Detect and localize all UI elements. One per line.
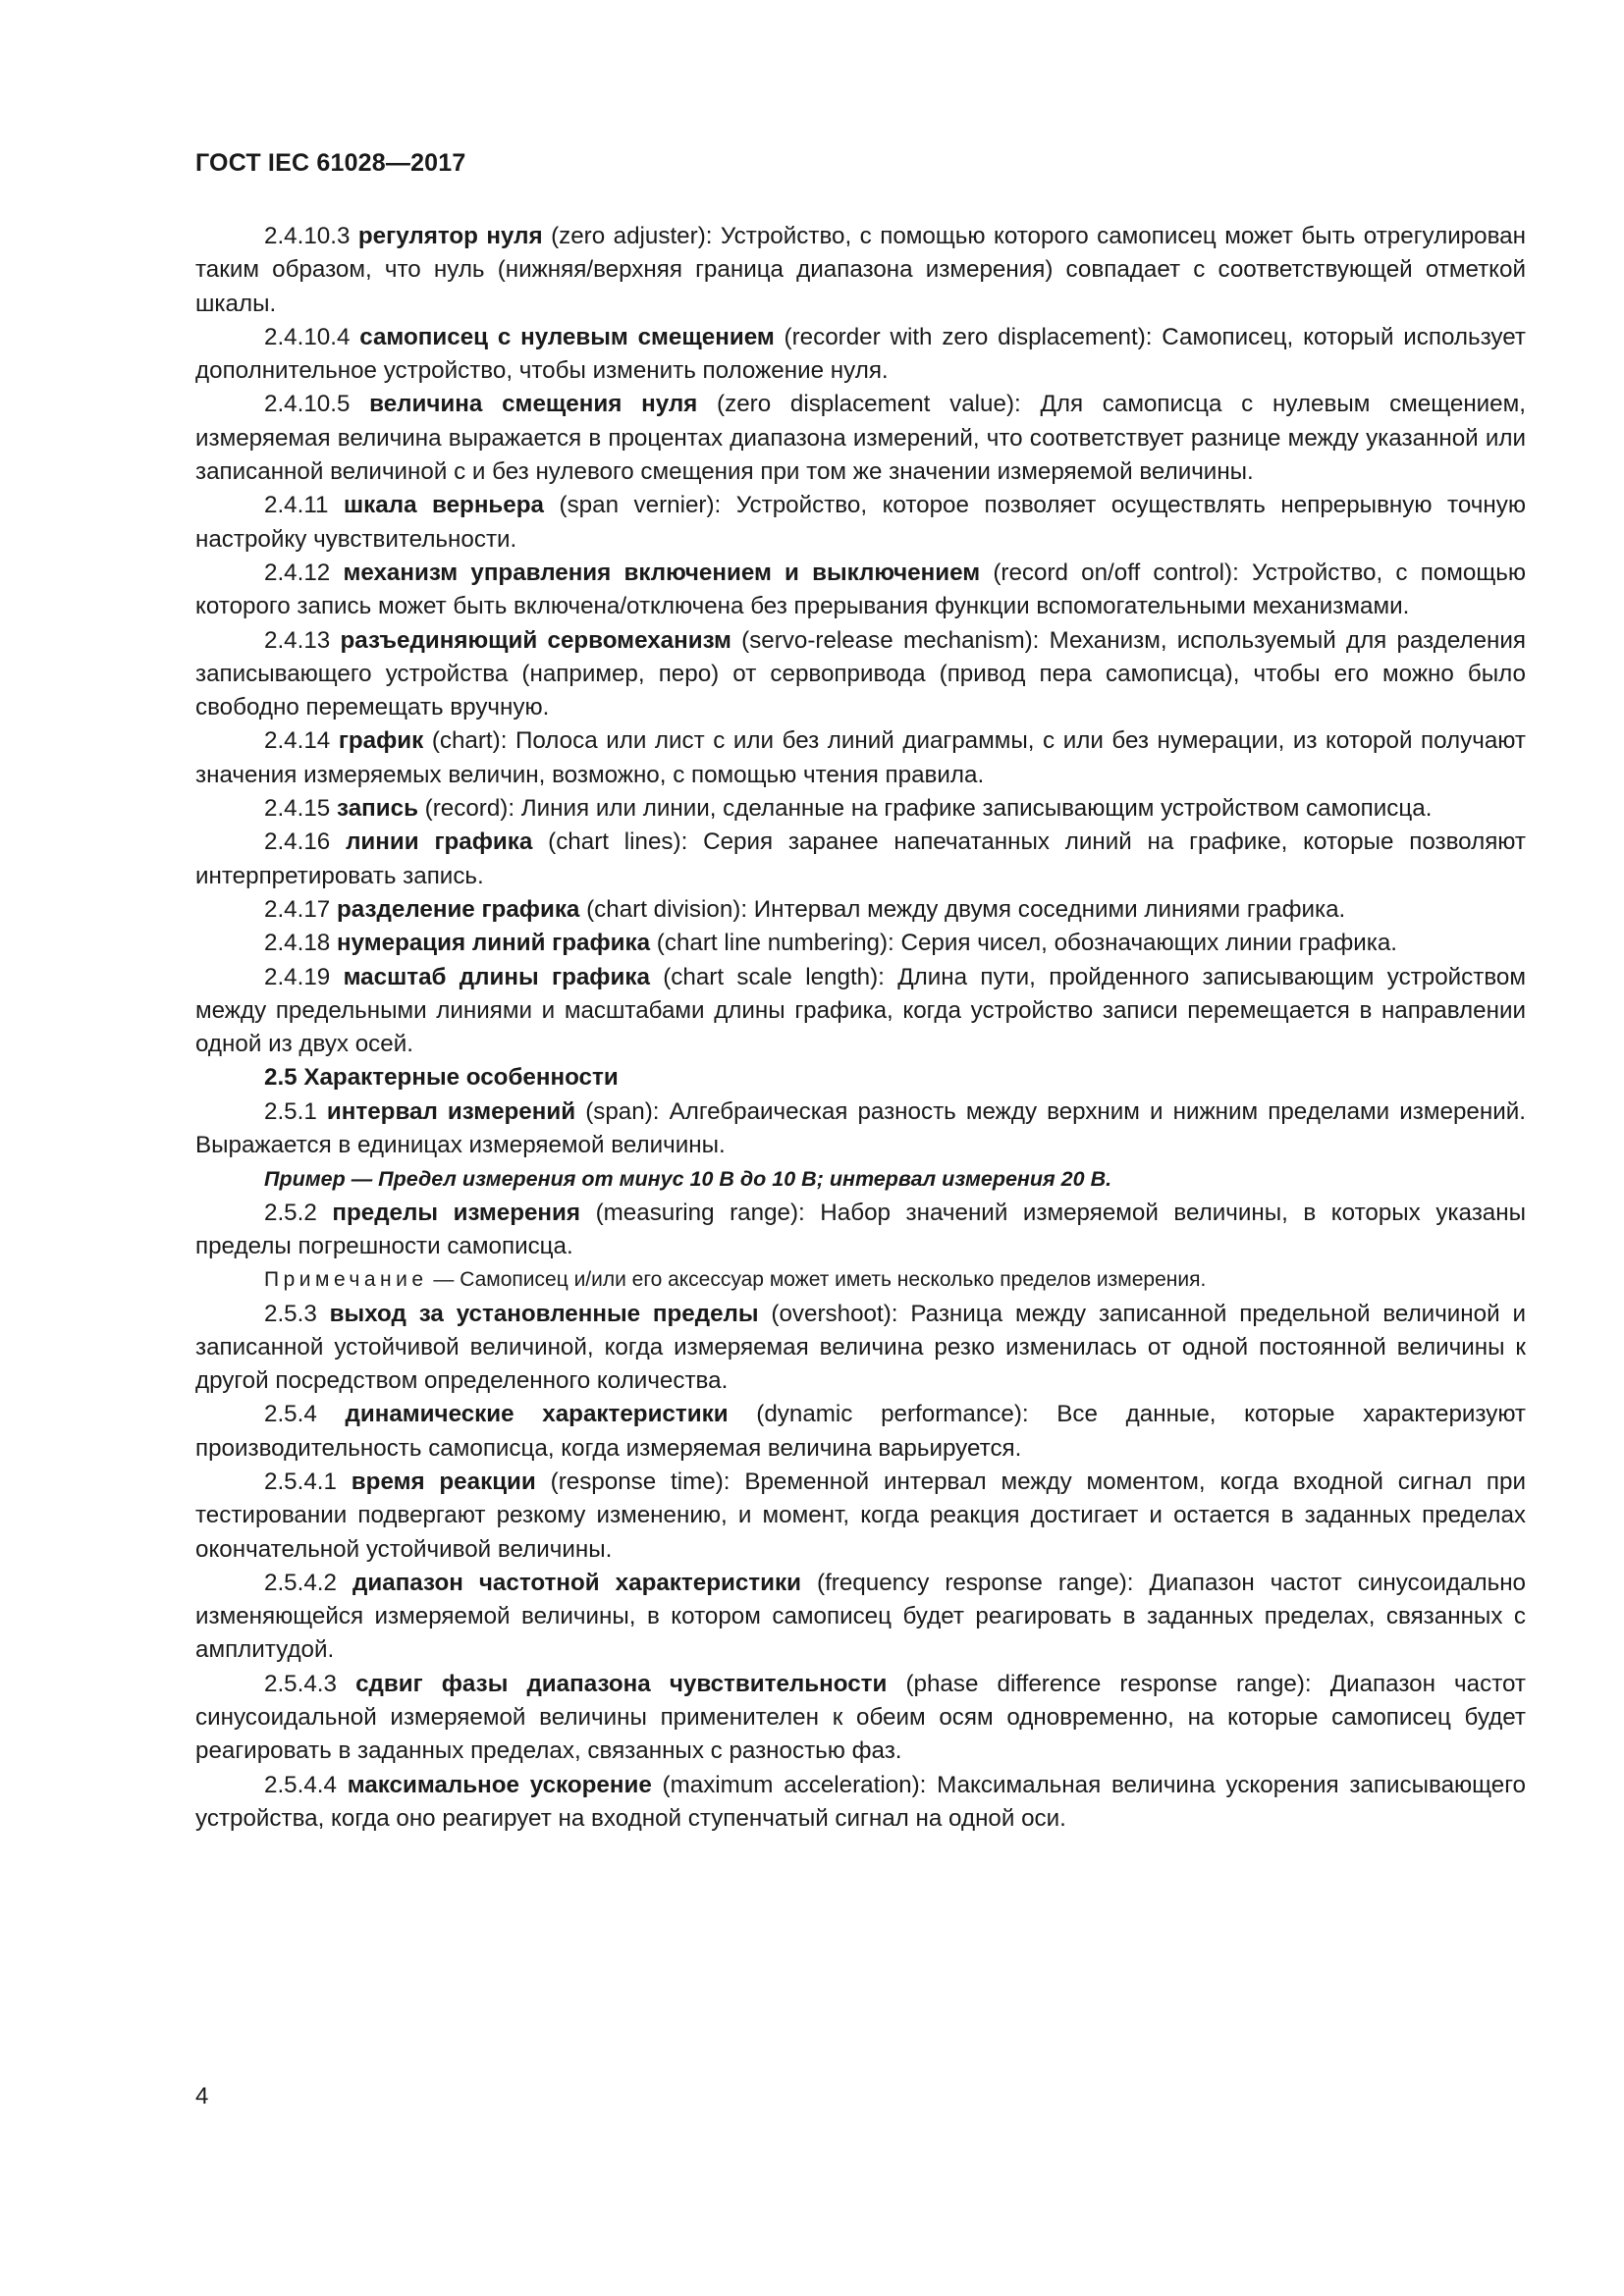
document-body bbox=[195, 220, 1526, 1836]
definition-2-4-10-5: 2.4.10.5 величина смещения нуля (zero displacement value): Для самописца с нулевым смещением, измеряемая величина выражается в процентах диапазона измерений, что соответствует разнице между указанной или записанной величиной с и без нулевого смещения при том же значении измеряемой величины. bbox=[195, 391, 1526, 486]
definition-2-4-14: 2.4.14 график (chart): Полоса или лист с или без линий диаграммы, с или без нумерации, из которой получают значения измеряемых величин, возможно, с помощью чтения правила. bbox=[195, 727, 1526, 788]
definition-2-5-4-1: 2.5.4.1 время реакции (response time): Временной интервал между моментом, когда входной сигнал при тестировании подвергают резкому изменению, и момент, когда реакция достигает и остается в заданных пределах окончательной устойчивой величины. bbox=[195, 1468, 1526, 1563]
note-label: Примечание bbox=[264, 1268, 428, 1292]
definition-2-4-13: 2.4.13 разъединяющий сервомеханизм (servo-release mechanism): Механизм, используемый для разделения записывающего устройства (например, перо) от сервопривода (привод пера самописца), чтобы его можно было свободно перемещать вручную. bbox=[195, 626, 1526, 721]
definition-2-4-10-3: 2.4.10.3 регулятор нуля (zero adjuster): Устройство, с помощью которого самописец может быть отрегулирован таким образом, что нуль (нижняя/верхняя граница диапазона измерения) совпадает с соответствующей отметкой шкалы. bbox=[195, 223, 1526, 317]
definition-2-4-16: 2.4.16 линии графика (chart lines): Серия заранее напечатанных линий на графике, которые позволяют интерпретировать запись. bbox=[195, 828, 1526, 889]
definition-2-5-4: 2.5.4 динамические характеристики (dynamic performance): Все данные, которые характеризуют производительность самописца, когда измеряемая величина варьируется. bbox=[195, 1401, 1527, 1462]
definition-2-4-11: 2.4.11 шкала верньера (span vernier): Устройство, которое позволяет осуществлять непрерывную точную настройку чувствительности. bbox=[195, 492, 1526, 553]
definition-2-5-4-2: 2.5.4.2 диапазон частотной характеристики (frequency response range): Диапазон частот синусоидально изменяющейся измеряемой величины, в котором самописец будет реагировать в заданных пределах, связанных с амплитудой. bbox=[195, 1569, 1526, 1664]
example-note: Пример — Предел измерения от минус 10 В до 10 В; интервал измерения 20 В. bbox=[264, 1167, 1112, 1192]
definition-2-5-3: 2.5.3 выход за установленные пределы (overshoot): Разница между записанной предельной величиной и записанной устойчивой величиной, когда измеряемая величина резко изменилась от одной постоянной величины к другой посредством определенного количества. bbox=[195, 1300, 1526, 1395]
document-header: ГОСТ IEC 61028—2017 bbox=[195, 149, 466, 177]
definition-2-4-12: 2.4.12 механизм управления включением и выключением (record on/off control): Устройство, с помощью которого запись может быть включена/отключена без прерывания функции вспомогательными механизмами. bbox=[195, 559, 1526, 620]
note bbox=[195, 1263, 1526, 1297]
page-number: 4 bbox=[195, 2083, 209, 2109]
note-text: — Самописец и/или его аксессуар может иметь несколько пределов измерения. bbox=[427, 1268, 1207, 1292]
definition-2-4-19: 2.4.19 масштаб длины графика (chart scale length): Длина пути, пройденного записывающим устройством между предельными линиями и масштабами длины графика, когда устройство записи перемещается в направлении одной из двух осей. bbox=[195, 963, 1526, 1058]
definition-2-4-10-4: 2.4.10.4 самописец с нулевым смещением (recorder with zero displacement): Самописец, который использует дополнительное устройство, чтобы изменить положение нуля. bbox=[195, 323, 1526, 385]
definition-2-5-4-3: 2.5.4.3 сдвиг фазы диапазона чувствительности (phase difference response range): Диапазон частот синусоидальной измеряемой величины применителен к обеим осям одновременно, на которые самописец будет реагировать в заданных пределах, связанных с разностью фаз. bbox=[195, 1670, 1526, 1765]
section-heading-2-5: 2.5 Характерные особенности bbox=[264, 1064, 619, 1092]
definition-2-5-4-4: 2.5.4.4 максимальное ускорение (maximum acceleration): Максимальная величина ускорения записывающего устройства, когда оно реагирует на входной ступенчатый сигнал на одной оси. bbox=[195, 1771, 1526, 1832]
definition-2-4-15: 2.4.15 запись (record): Линия или линии, сделанные на графике записывающим устройством самописца. bbox=[264, 795, 1433, 823]
definition-2-5-2: 2.5.2 пределы измерения (measuring range): Набор значений измеряемой величины, в которых указаны пределы погрешности самописца. bbox=[195, 1199, 1526, 1259]
definition-2-4-17: 2.4.17 разделение графика (chart division): Интервал между двумя соседними линиями графика. bbox=[264, 895, 1346, 923]
definition-2-5-1: 2.5.1 интервал измерений (span): Алгебраическая разность между верхним и нижним пределами измерений. Выражается в единицах измеряемой величины. bbox=[195, 1097, 1526, 1159]
definition-2-4-18: 2.4.18 нумерация линий графика (chart line numbering): Серия чисел, обозначающих линии графика. bbox=[264, 930, 1398, 957]
